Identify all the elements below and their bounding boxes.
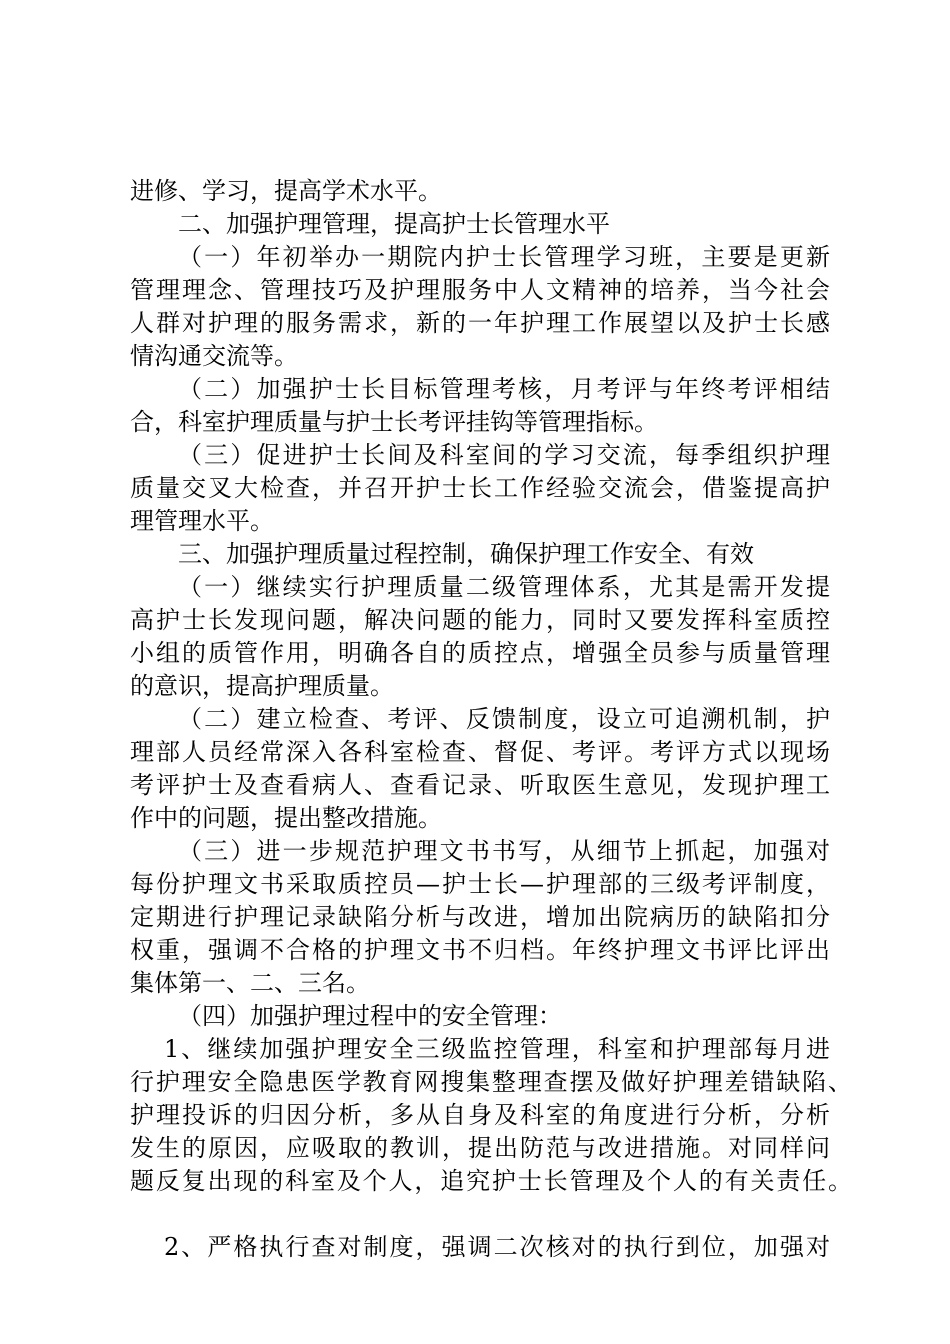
text-line: （三）促进护士长间及科室间的学习交流，每季组织护理: [178, 441, 830, 469]
text-line: 发生的原因，应吸取的教训，提出防范与改进措施。对同样问: [130, 1134, 830, 1162]
text-line: 的意识，提高护理质量。: [130, 672, 394, 700]
text-line: 质量交叉大检查，并召开护士长工作经验交流会，借鉴提高护: [130, 474, 830, 502]
text-line: 考评护士及查看病人、查看记录、听取医生意见，发现护理工: [130, 771, 830, 799]
text-line: 管理理念、管理技巧及护理服务中人文精神的培养，当今社会: [130, 276, 830, 304]
text-line: 理部人员经常深入各科室检查、督促、考评。考评方式以现场: [130, 738, 830, 766]
text-line: 题反复出现的科室及个人，追究护士长管理及个人的有关责任。: [130, 1167, 852, 1195]
text-line: 小组的质管作用，明确各自的质控点，增强全员参与质量管理: [130, 639, 830, 667]
text-line: （二）建立检查、考评、反馈制度，设立可追溯机制，护: [178, 705, 830, 733]
text-line: 每份护理文书采取质控员—护士长—护理部的三级考评制度，: [130, 870, 830, 898]
text-line: 合，科室护理质量与护士长考评挂钩等管理指标。: [130, 408, 658, 436]
text-line: （二）加强护士长目标管理考核，月考评与年终考评相结: [178, 375, 830, 403]
text-line: 1、继续加强护理安全三级监控管理，科室和护理部每月进: [164, 1035, 830, 1063]
text-line: 2、严格执行查对制度，强调二次核对的执行到位，加强对: [164, 1233, 830, 1261]
subsection-heading: （四）加强护理过程中的安全管理：: [178, 1002, 562, 1030]
text-line: （一）年初举办一期院内护士长管理学习班，主要是更新: [178, 243, 830, 271]
text-line: 作中的问题，提出整改措施。: [130, 804, 442, 832]
text-line: 情沟通交流等。: [130, 342, 298, 370]
text-line: 集体第一、二、三名。: [130, 969, 370, 997]
text-line: 进修、学习，提高学术水平。: [130, 177, 442, 205]
text-line: 权重，强调不合格的护理文书不归档。年终护理文书评比评出: [130, 936, 830, 964]
text-line: （一）继续实行护理质量二级管理体系，尤其是需开发提: [178, 573, 830, 601]
section-heading: 二、加强护理管理，提高护士长管理水平: [178, 210, 610, 238]
section-heading: 三、加强护理质量过程控制，确保护理工作安全、有效: [178, 540, 754, 568]
text-line: 护理投诉的归因分析，多从自身及科室的角度进行分析，分析: [130, 1101, 830, 1129]
text-line: 人群对护理的服务需求，新的一年护理工作展望以及护士长感: [130, 309, 830, 337]
text-line: 高护士长发现问题，解决问题的能力，同时又要发挥科室质控: [130, 606, 830, 634]
text-line: （三）进一步规范护理文书书写，从细节上抓起，加强对: [178, 837, 830, 865]
text-line: 理管理水平。: [130, 507, 274, 535]
text-line: 行护理安全隐患医学教育网搜集整理查摆及做好护理差错缺陷、: [130, 1068, 852, 1096]
text-line: 定期进行护理记录缺陷分析与改进，增加出院病历的缺陷扣分: [130, 903, 830, 931]
